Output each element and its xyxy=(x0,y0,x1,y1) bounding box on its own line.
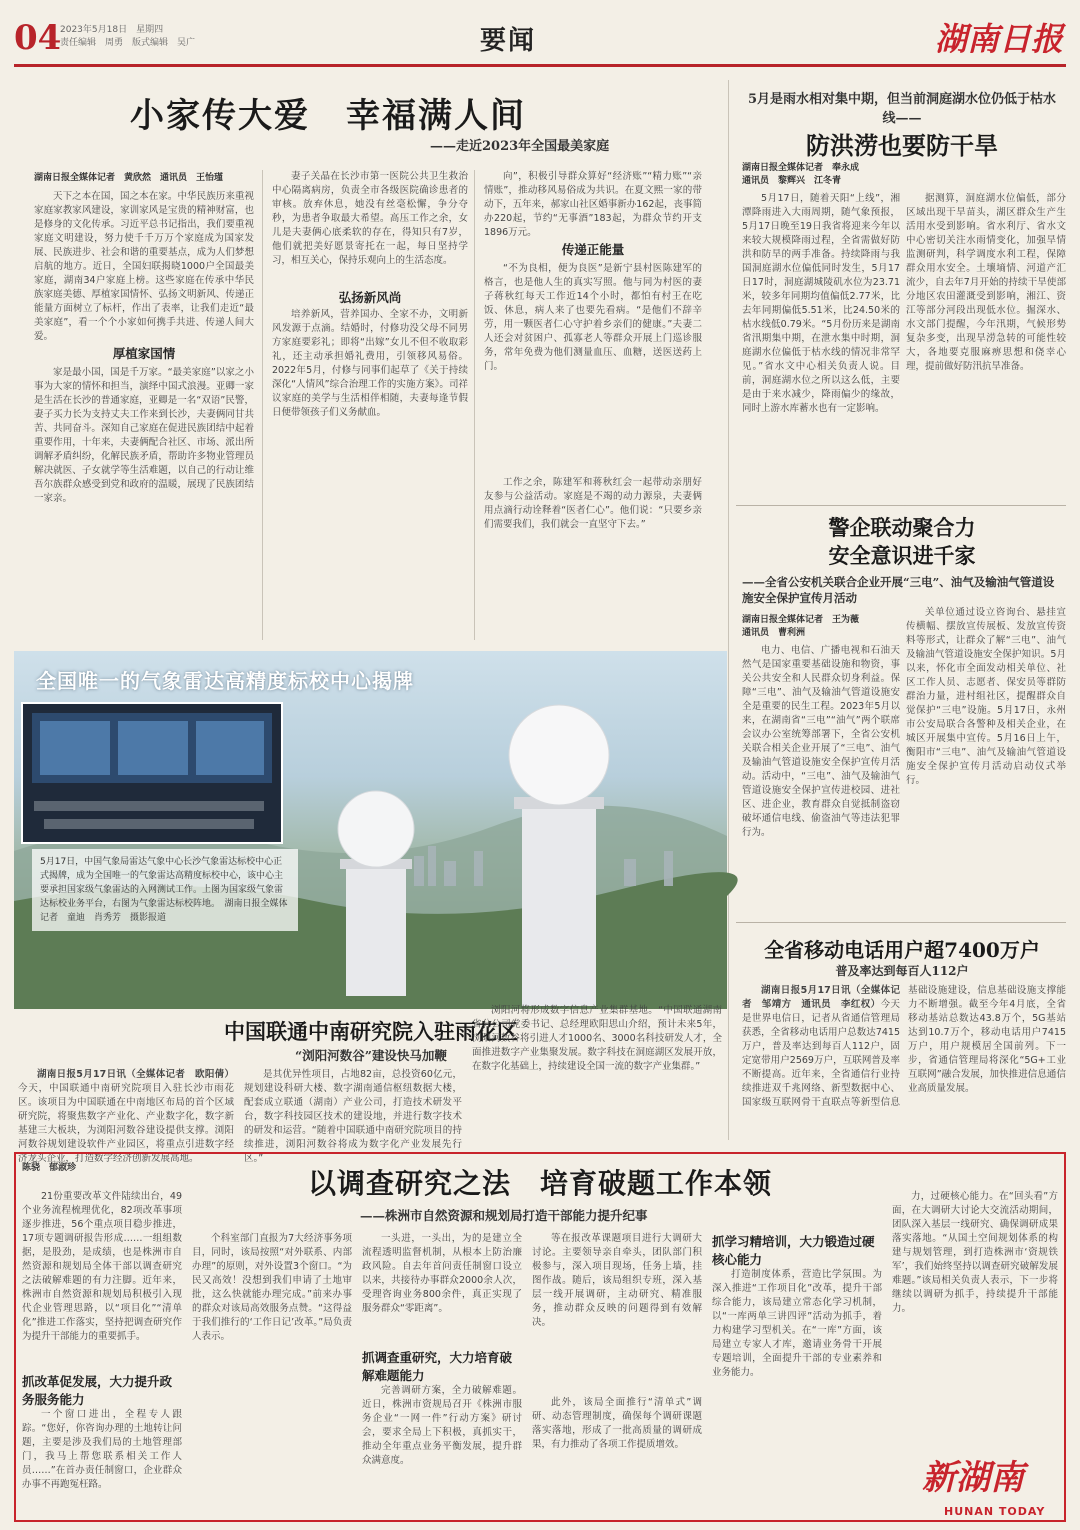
story6-col3b: 完善调研方案，全力破解难题。近日，株洲市资规局召开《株洲市服务企业“一网一件”行动方案》研讨会，要求全局上下积极，真抓实干，推动全年重点业务平衡发展，提升群众满意度。 xyxy=(362,1385,522,1466)
story1-col1b: 家是最小国，国是千万家。“最美家庭”以家之小事为大家的情怀和担当，演绎中国式浪漫。亚卿一家是生活在长沙的普通家庭，亚卿是一名“双语”民警，妻子买力长为支持丈夫工作来到长沙，夫妻俩同甘共苦、共同奋斗。深知自己家庭在促进民族团结中起着重要作用，十年来，夫妻俩配合社区、市场、派出所调解矛盾纠纷，化解民族矛盾，帮助许多物业管理员解决就医、子女就学等生活难题，以自己的行动让维吾尔族群众感受到党和政府的温暖，展现了民族团结一家亲。 xyxy=(34,367,254,504)
story6-col6: 力，过硬核心能力。在“回头看”方面，在大调研大讨论大交流活动期间，团队深入基层一线研究、确保调研成果落实落地。“从国土空间规划体系的构建与规划管理，到打造株洲市‘资规铁军’，我们始终坚持以调查研究破解发展难题。”该局相关负责人表示，下一步将继续以调研为抓手，持续提升干部能力。 xyxy=(892,1191,1058,1314)
column-rule xyxy=(262,170,263,640)
story6-col4: 等在报改革课题项目进行大调研大讨论。主要领导亲自牵头，团队部门积极参与，深入项目现场，任务上墙，挂图作战。随后，该局组织专班，深入基层一线开展调研，主动研究、精准服务，推动群众反映的问题得到有效解决。 xyxy=(532,1233,702,1328)
story5-byline: 湖南日报5月17日讯（全媒体记者 欧阳倩） xyxy=(37,1069,234,1080)
section-title: 要闻 xyxy=(480,26,537,56)
section-rule xyxy=(736,922,1066,923)
page-date: 2023年5月18日 星期四 xyxy=(60,25,164,35)
story5-title: 中国联通中南研究院入驻雨花区 xyxy=(224,1019,518,1044)
story6-head3: 抓学习精培训，大力锻造过硬核心能力 xyxy=(712,1234,875,1267)
story6-title: 以调查研究之法 培育破题工作本领 xyxy=(307,1167,772,1200)
story4-body: 湖南日报5月17日讯（全媒体记者 邹靖方 通讯员 李红权）今天是世界电信日，记者从省通信管理局获悉，全省移动电话用户总数达7415万户，普及率达到每百人112户，固定宽带用户2569万户，互联网普及率不断提高。近年来，全省通信行业持续推进双千兆网络、新型数据中心、国家级互联网骨干直联点等新型信息基础设施建设，信息基础设施支撑能力不断增强。截至今年4月底，全省移动基站总数达43.8万个，5G基站达到10.7万个，移动电话用户7415万户，用户规模居全国前列。下一步，省通信管理局将深化“5G+工业互联网”融合发展，加快推进信息通信业高质量发展。 xyxy=(742,985,1066,1108)
radar-illustration xyxy=(14,651,727,1009)
story6-byline: 陈骁 郁淑珍 xyxy=(22,1163,77,1173)
story1-head3: 传递正能量 xyxy=(561,242,625,257)
story2-byline: 湖南日报全媒体记者 奉永成 通讯员 黎辉兴 江冬青 xyxy=(742,163,860,186)
story2-title: 防洪涝也要防干旱 xyxy=(806,131,998,160)
story6-col4b: 此外，该局全面推行“清单式”调研、动态管理制度，确保每个调研课题落实落地，形成了一批高质量的调研成果，有力推动了各项工作提质增效。 xyxy=(532,1397,702,1450)
column-rule xyxy=(474,170,475,640)
story1-col2: 妻子关晶在长沙市第一医院公共卫生救治中心隔离病房，负责全市各级医院确诊患者的审核。放弃休息，她没有丝毫松懈，争分夺秒，为患者争取最大希望。高压工作之余，女儿是夫妻俩心底柔软的存在，得知只有7岁，他们就把美好愿景寄托在一起，每日坚持学习，相互关心，保持乐观向上的生活态度。 xyxy=(272,171,468,266)
story6-col3: 一头进，一头出，为的是建立全流程透明监督机制，从根本上防治廉政风险。自去年首问责任制窗口设立以来，共接待办事群众2000余人次，受理咨询业务800余件，真正实现了服务群众“零距离”。 xyxy=(362,1233,522,1314)
story6-col2: 个科室部门直报为7大经济事务项目，同时，该局按照“对外联系、内部办理”的原则，对外设置3个窗口。“为民又高效！没想到我们申请了土地审批，这么快就能办理完成。”前来办事的群众对该局高效服务点赞。“这得益于我们推行的‘工作日记’改革。”局负责人表示。 xyxy=(192,1233,352,1342)
story2-lead: 5月是雨水相对集中期，但当前洞庭湖水位仍低于枯水线—— xyxy=(747,92,1057,126)
story6-col1b: 一个窗口进出，全程专人跟踪。“您好，你咨询办理的土地转让问题，主要是涉及我们局的土地管理部门，我马上帮您联系相关工作人员……”在首办责任制窗口，企业群众办事不再跑冤枉路。 xyxy=(22,1409,182,1490)
story4-byline: 湖南日报5月17日讯（全媒体记者 邹靖方 通讯员 李红权） xyxy=(742,985,900,1010)
radar-tower-left xyxy=(338,791,414,996)
story6-col1: 21份重要改革文件陆续出台，49个业务流程梳理优化，82项改革事项逐步推进，56个重点项目稳步推进，17项专题调研报告形成……一组组数据，是股劲，是成绩，也是株洲市自然资源和规划局全体干部以调查研究之法破解难题的有力注脚。近年来，株洲市自然资源和规划局积极引入现代企业管理思路，以“项目化”“清单化”推进工作落实，坚持把调查研究作为提升干部能力的重要抓手。 xyxy=(22,1191,182,1342)
story1-subtitle: ——走近2023年全国最美家庭 xyxy=(430,139,610,154)
section-rule xyxy=(736,505,1066,506)
story1-head2: 弘扬新风尚 xyxy=(338,290,402,305)
story2-body: 5月17日，随着天阳“上线”，湘潭降雨进入大雨周期，随气象预报，5月17日晚至19日我省将迎来今年以来较大规模降雨过程，全省需做好防洪和防旱的两手准备。持续降雨与我国洞庭湖水位偏低同时发生，5月17日17时，洞庭湖城陵矶水位为23.71米，较多年同期均值偏低2.77米，比去年同期偏低5.51米，比24.50米的枯水线低0.79米。“5月份历来是湖南省汛期集中期，在泄水集中时期，洞庭湖水位偏低于枯水线的情况非常罕见。”省水文中心相关负责人说。目前，洞庭湖水位之所以这么低，主要是由于来水减少，降雨偏少的缘故，同时上游水库蓄水也有一定影响。 xyxy=(742,193,900,414)
page-number: 04 xyxy=(14,18,62,58)
story3-body: 电力、电信、广播电视和石油天然气是国家重要基础设施和物资，事关公共安全和人民群众切身利益。保障“三电”、油气及输油气管道设施安全是重要的民生工程。2023年5月以来，在湖南省“三电”“油气”两个联席会议办公室统筹部署下，全省公安机关联合相关企业开展了“三电”、油气及输油气管道设施安全保护宣传月活动。活动中，“三电”、油气及输油气管道设施安全保护宣传进校园、进社区、进企业，教育群众自觉抵制盗窃破坏通信电线、偷盗油气等违法犯罪行为。 xyxy=(742,645,900,838)
story1-col2b: 培养新风，营养国办、全家不办，文明新风发源于点滴。结婚时，付修功没父母不同男方家庭要彩礼；即将“出嫁”女儿不但不收取彩礼，还主动承担婚礼费用，引领移风易俗。2022年5月，付修与同事们起草了《关于持续深化“人情风”综合治理工作的实施方案》。司祥议家庭的美学与生活相伴相随，夫妻每逢节假日便带领孩子们义务献血。 xyxy=(272,309,468,418)
page-meta xyxy=(60,24,195,50)
xinhunan-logo: 新湖南 xyxy=(922,1458,1024,1498)
story3-title: 警企联动聚合力 安全意识进千家 xyxy=(828,515,976,568)
radar-photo xyxy=(14,651,727,1009)
story5-body2: 是其优异性项目，占地82亩，总投资60亿元，规划建设科研大楼、数字湖南通信枢纽数据大楼，配套成立联通（湖南）产业公司，打造技术研发平台，数字科技园区技术的建设地，并进行数字技术的研发和运营。“随着中国联通中南研究院项目的持续推进，浏阳河数谷将成为数字化产业发展先行区。” xyxy=(244,1069,462,1164)
story6-col5: 打造制度体系，营造比学氛围。为深入推进“工作项目化”改革，提升干部综合能力，该局建立常态化学习机制，以“一库两单三讲四评”活动为抓手，着力构建学习型机关。在“一库”方面，该局建立专家人才库，邀请业务骨干开展专题培训，全面提升干部的专业素养和业务能力。 xyxy=(712,1269,882,1378)
story5-subtitle: “浏阳河数谷”建设快马加鞭 xyxy=(295,1048,447,1063)
story6-head2: 抓调查重研究，大力培育破解难题能力 xyxy=(362,1350,513,1383)
header-rule xyxy=(14,64,1066,67)
story6-head1: 抓改革促发展，大力提升政务服务能力 xyxy=(22,1374,173,1407)
story1-col3c: 工作之余，陈建军和蒋秋红会一起带动亲朋好友参与公益活动。家庭是不竭的动力源泉，夫妻俩用点滴行动诠释着“医者仁心”。他们说：“只要乡亲们需要我们，我们就会一直坚守下去。” xyxy=(484,477,702,530)
story6-subtitle: ——株洲市自然资源和规划局打造干部能力提升纪事 xyxy=(360,1208,648,1223)
story1-col1: 天下之本在国，国之本在家。中华民族历来重视家庭家教家风建设，家训家风是宝贵的精神财富，也是修身的文化传承。习近平总书记指出，我们要重视家庭文明建设，努力使千千万万个家庭成为国家发展、民族进步、社会和谐的重要基点，成为人们梦想启航的地方。近日，全国妇联揭晓1000户全国最美家庭，湖南34户家庭上榜。这些家庭在传承中华民族家庭美德、厚植家国情怀、弘扬文明新风、传递正能量方面树立了标杆，作出了表率，让我们走近“最美家庭”，看一个个小家如何携手共进、传递人间大爱。 xyxy=(34,191,254,342)
story1-title: 小家传大爱 幸福满人间 xyxy=(130,96,526,136)
story2-body2: 据测算，洞庭湖水位偏低，部分区域出现干旱苗头，湖区群众生产生活用水受到影响。省水利厅、省水文中心密切关注水雨情变化，加强旱情监测研判，科学调度水利工程，保障群众用水安全。土壤墒情、河道产汇流少，自去年7月开始的持续干旱使部分地区农田灌溉受到影响，湘江、资江等部分河段出现低水位。掘深水、水文部门提醒，今年汛期，气候形势复杂多变，出现旱涝急转的可能性较大，各地要克服麻痹思想和侥幸心理，提前做好防汛抗旱准备。 xyxy=(906,193,1066,372)
column-rule xyxy=(728,80,729,1140)
story1-col3: 向”，积极引导群众算好“经济账”“精力账”“亲情账”，推动移风易俗成为共识。在夏文熙一家的带动下，五年来，郝家山社区婚事新办162起，丧事简办220起，节约“无事酒”183起，为群众节约开支1896万元。 xyxy=(484,171,702,238)
story1-byline: 湖南日报全媒体记者 黄欣然 通讯员 王怡瑾 xyxy=(34,173,224,183)
photo-title: 全国唯一的气象雷达高精度标校中心揭牌 xyxy=(36,669,414,693)
xinhunan-logo-en: HUNAN TODAY xyxy=(944,1505,1046,1518)
story4-title: 全省移动电话用户超7400万户 xyxy=(764,938,1040,962)
story3-subtitle: ——全省公安机关联合企业开展“三电”、油气及输油气管道设施安全保护宣传月活动 xyxy=(742,575,1055,605)
story1-head1: 厚植家国情 xyxy=(112,346,176,361)
story3-body2: 关单位通过设立咨询台、悬挂宣传横幅、摆放宣传展板、发放宣传资料等形式，让群众了解“三电”、油气及输油气管道设施安全保护知识。5月以来，怀化市全面发动相关单位、社区工作人员、志愿者、保安员等群防群治力量，进村组社区，提醒群众自觉保护“三电”设施。5月17日，永州市公安局联合各警种及相关企业，在城区开展集中宣传。5月16日上午，衡阳市“三电”、油气及输油气管道设施安全保护宣传月活动启动仪式举行。 xyxy=(906,607,1066,786)
story4-subtitle: 普及率达到每百人112户 xyxy=(835,964,969,978)
newspaper-logo: 湖南日报 xyxy=(935,20,1064,58)
story5-body3: 浏阳河将形成数字信息产业集群基地。“中国联通湖南省分公司党委书记、总经理欧阳思山介绍，预计未来5年，浏阳河数谷将引进人才1000名、3000名科技研发人才，全面推进数字产业集聚发展。数字科技在洞庭湖区发展开放，在数字化基础上，持续建设全国一流的数字产业集群。” xyxy=(472,1005,722,1072)
page-editors: 责任编辑 周勇 版式编辑 吴广 xyxy=(60,38,196,48)
photo-caption: 5月17日，中国气象局雷达气象中心长沙气象雷达标校中心正式揭牌，成为全国唯一的气象雷达高精度标校中心，该中心主要承担国家级气象雷达的入网测试工作。上图为国家级气象雷达标校业务平台，右图为气象雷达标校阵地。 湖南日报全媒体记者 童迪 肖秀芳 摄影报道 xyxy=(32,849,298,931)
story5-body: 湖南日报5月17日讯（全媒体记者 欧阳倩）今天，中国联通中南研究院项目入驻长沙市雨花区。该项目为中国联通在中南地区布局的首个区域研究院，将聚焦数字产业化、产业数字化，数字新基建三大板块，为浏阳河数谷建设提供支撑。浏阳河数谷规划建设软件产业园区，将重点引进数字经济龙头企业，打造数字经济创新发展高地。 xyxy=(18,1069,234,1164)
story3-byline: 湖南日报全媒体记者 王为薇 通讯员 曹利洲 xyxy=(742,615,860,638)
radar-tower-right xyxy=(509,705,609,1006)
story1-col3b: “不为良相，便为良医”是新宁县村医陈建军的格言，也是他人生的真实写照。他与同为村医的妻子蒋秋红每天工作近14个小时，都怕有村王在吃饭、休息，病人来了也要先看病。“是他们不辞辛劳，用一颗医者仁心守护着乡亲们的健康。”夫妻二人还会对贫困户、孤寡老人等群众开展上门巡诊服务，常年免费为他们测量血压、血糖，送医送药上门。 xyxy=(484,263,702,372)
